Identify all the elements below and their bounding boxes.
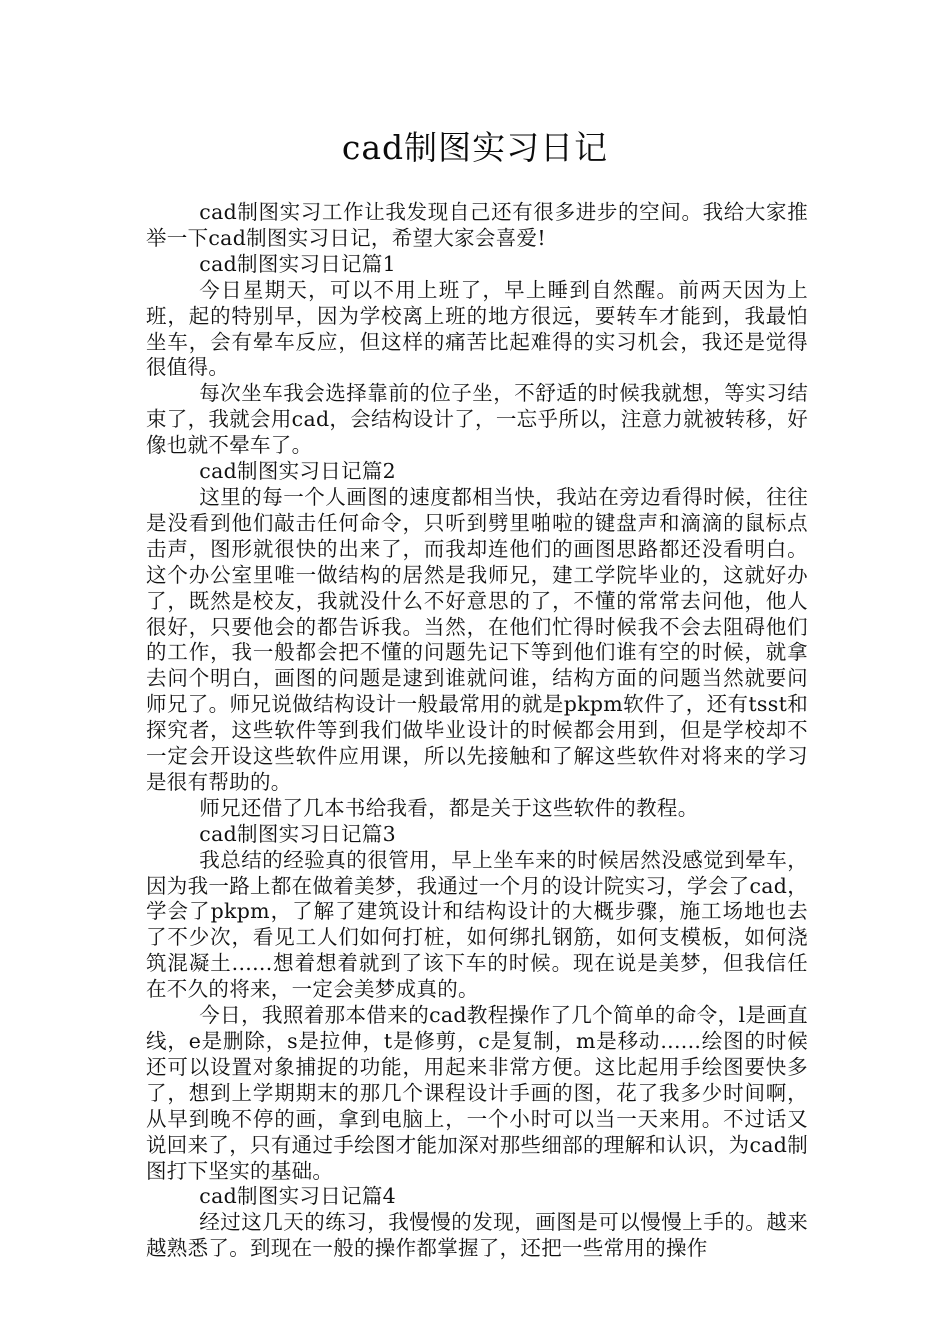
section-heading-2: cad制图实习日记篇2 — [199, 459, 396, 484]
paragraph: 今日，我照着那本借来的cad教程操作了几个简单的命令，l是画直线，e是删除，s是拉伸，t是修剪，c是复制，m是移动......绘图的时候还可以设置对象捕捉的功能，用起来非常方便。这比起用手绘图要快多了，想到上学期期末的那几个课程设计手画的图，花了我多少时间啊，从早到晚不停的画，拿到电脑上，一个小时可以当一天来用。不过话又说回来了，只有通过手绘图才能加深对那些细部的理解和认识，为cad制图打下坚实的基础。 — [146, 1003, 808, 1183]
section-heading-4: cad制图实习日记篇4 — [199, 1184, 396, 1209]
paragraph: 师兄还借了几本书给我看，都是关于这些软件的教程。 — [199, 795, 699, 820]
paragraph: 这里的每一个人画图的速度都相当快，我站在旁边看得时候，往往是没看到他们敲击任何命令，只听到劈里啪啦的键盘声和滴滴的鼠标点击声，图形就很快的出来了，而我却连他们的画图思路都还没看明白。这个办公室里唯一做结构的居然是我师兄，建工学院毕业的，这就好办了，既然是校友，我就没什么不好意思的了，不懂的常常去问他，他人很好，只要他会的都告诉我。当然，在他们忙得时候我不会去阻碍他们的工作，我一般都会把不懂的问题先记下等到他们谁有空的时候，就拿去问个明白，画图的问题是逮到谁就问谁，结构方面的问题当然就要问师兄了。师兄说做结构设计一般最常用的就是pkpm软件了，还有tsst和探究者，这些软件等到我们做毕业设计的时候都会用到，但是学校却不一定会开设这些软件应用课，所以先接触和了解这些软件对将来的学习是很有帮助的。 — [146, 484, 808, 794]
document-body — [146, 200, 808, 1262]
paragraph: 我总结的经验真的很管用，早上坐车来的时候居然没感觉到晕车，因为我一路上都在做着美梦，我通过一个月的设计院实习，学会了cad，学会了pkpm，了解了建筑设计和结构设计的大概步骤，施工场地也去了不少次，看见工人们如何打桩，如何绑扎钢筋，如何支模板，如何浇筑混凝土......想着想着就到了该下车的时候。现在说是美梦，但我信任在不久的将来，一定会美梦成真的。 — [146, 847, 808, 1002]
section-heading-3: cad制图实习日记篇3 — [199, 821, 396, 846]
paragraph: 今日星期天，可以不用上班了，早上睡到自然醒。前两天因为上班，起的特别早，因为学校离上班的地方很远，要转车才能到，我最怕坐车，会有晕车反应，但这样的痛苦比起难得的实习机会，我还是觉得很值得。 — [146, 277, 808, 380]
section-heading-1: cad制图实习日记篇1 — [199, 251, 396, 276]
paragraph-intro: cad制图实习工作让我发现自己还有很多进步的空间。我给大家推举一下cad制图实习日记，希望大家会喜爱! — [146, 200, 808, 250]
paragraph: 每次坐车我会选择靠前的位子坐，不舒适的时候我就想，等实习结束了，我就会用cad，会结构设计了，一忘乎所以，注意力就被转移，好像也就不晕车了。 — [146, 381, 808, 458]
document-title: cad制图实习日记 — [341, 128, 609, 167]
paragraph: 经过这几天的练习，我慢慢的发现，画图是可以慢慢上手的。越来越熟悉了。到现在一般的操作都掌握了，还把一些常用的操作 — [146, 1210, 808, 1261]
